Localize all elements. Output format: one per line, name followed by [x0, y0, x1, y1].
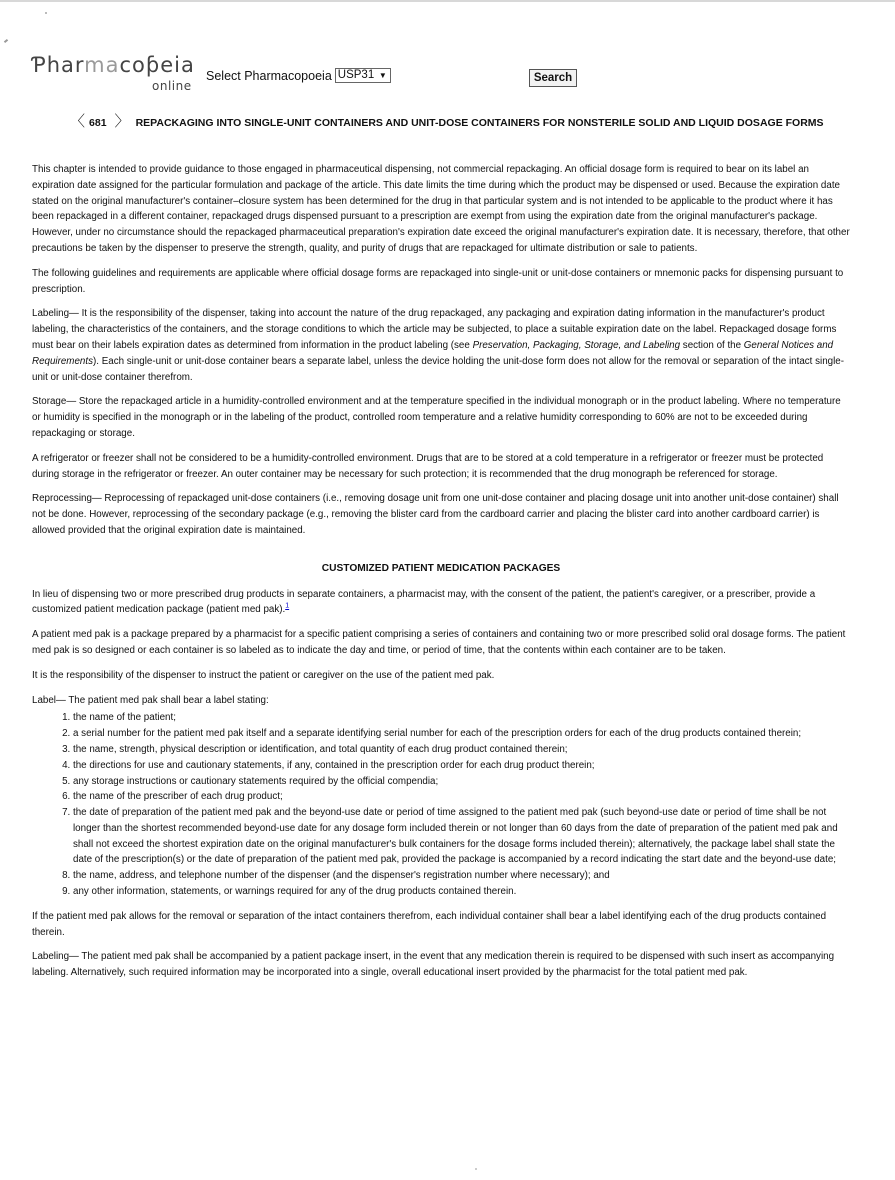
footnote-link[interactable]: 1: [285, 603, 290, 611]
document-body: [32, 162, 850, 990]
selected-value: USP31: [337, 69, 375, 81]
list-item: 2. a serial number for the patient med pak itself and a separate identifying serial number for each of the prescription orders for each of the drug products contained therein;: [73, 726, 850, 742]
list-item: 7. the date of preparation of the patient med pak and the beyond-use date or period of time assigned to the patient med pak (such beyond-use date or period of time shall be not longer than the shortest recommended beyond-use date for any dosage form included therein or not longer than 60 days from the date of preparation of the patient med pak and shall not exceed the shortest expiration date on the original manufacturer's bulk containers for the dosage forms included therein); alternatively, the package label shall state the date of the prescription(s) or the date of preparation of the patient med pak, provided the package is accompanied by a record indicating the start date and the beyond-use date;: [73, 805, 850, 868]
paragraph-med-pak-intro: In lieu of dispensing two or more prescribed drug products in separate containers, a pharmacist may, with the consent of the patient, the patient's caregiver, or a prescriber, provide a customized patient medication package (patient med pak).$^1$: [32, 588, 816, 616]
logo-wordmark: Ƥharmacoƥeia: [32, 53, 195, 77]
list-item: 5. any storage instructions or cautionary statements required by the official compendia;: [73, 774, 850, 790]
paragraph-storage: Storage— Store the repackaged article in a humidity-controlled environment and at the temperature specified in the individual monograph or in the product labeling. Where no temperature or humidity is specified in the monograph or in the labeling of the product, controlled room temperature and a relative humidity corresponding to 60% are not to be exceeded during repackaging or storage.: [32, 396, 841, 439]
list-item: 3. the name, strength, physical description or identification, and total quantity of each drug product contained therein;: [73, 742, 850, 758]
list-item: 6. the name of the prescriber of each drug product;: [73, 789, 850, 805]
pharmacopoeia-selector: [206, 68, 391, 83]
paragraph-applicability: The following guidelines and requirements are applicable where official dosage forms are repackaged into single-unit or unit-dose containers or mnemonic packs for dispensing pursuant to prescription.: [32, 267, 844, 295]
chapter-title: [70, 110, 824, 131]
speck: [475, 1168, 477, 1170]
chevron-down-icon: ▼: [378, 71, 387, 80]
label-requirements-list: [32, 710, 850, 900]
paragraph-med-pak-definition: A patient med pak is a package prepared by a pharmacist for a specific patient comprising a series of containers and containing two or more prescribed solid oral dosage forms. The patient med pak is so designed or each container is so labeled as to indicate the day and time, or period of time, that the contents within each container are to be taken.: [32, 629, 846, 656]
chapter-heading: REPACKAGING INTO SINGLE-UNIT CONTAINERS AND UNIT-DOSE CONTAINERS FOR NONSTERILE SOLID AND LIQUID DOSAGE FORMS: [135, 117, 824, 129]
paragraph-labeling-insert: Labeling— The patient med pak shall be accompanied by a patient package insert, in the event that any medication therein is required to be dispensed with such insert as accompanying labeling. Alternatively, such required information may be incorporated into a single, overall educational insert provided by the pharmacist for the total patient med pak.: [32, 951, 835, 979]
logo-subtitle: online: [152, 79, 192, 93]
angle-close: 〉: [114, 113, 130, 130]
paragraph-refrigerator: A refrigerator or freezer shall not be considered to be a humidity-controlled environment. Drugs that are to be stored at a cold temperature in a refrigerator or freezer must be protected during storage in the refrigerator or freezer. An outer container may be necessary for such protection; it is recommended that the drug monograph be referenced for storage.: [32, 452, 824, 480]
paragraph-separation: If the patient med pak allows for the removal or separation of the intact containers therefrom, each individual container shall bear a label identifying each of the drug products contained therein.: [32, 910, 827, 938]
pharmacopeia-logo[interactable]: [32, 53, 197, 95]
pharmacopoeia-select[interactable]: [335, 68, 391, 83]
paragraph-dispenser-responsibility: It is the responsibility of the dispenser to instruct the patient or caregiver on the use of the patient med pak.: [32, 669, 495, 681]
speck: [4, 39, 8, 43]
search-button[interactable]: Search: [529, 69, 577, 87]
chapter-number: 681: [89, 117, 107, 129]
speck: [45, 12, 47, 14]
angle-open: 〈: [70, 113, 86, 130]
selector-label: Select Pharmacopoeia: [206, 68, 332, 83]
paragraph-labeling: Labeling— It is the responsibility of the dispenser, taking into account the nature of the drug repackaged, any packaging and expiration dating information in the manufacturer's product labeling, the characteristics of the containers, and the storage conditions to which the article may be subjected, to place a suitable expiration date on the label. Repackaged dosage forms must bear on their labels expiration dates as determined from information in the product labeling (see Preservation, Packaging, Storage, and Labeling section of the General Notices and Requirements). Each single-unit or unit-dose container bears a separate label, unless the device holding the unit-dose form does not allow for the removal or separation of the intact single-unit or unit-dose container therefrom.: [32, 308, 844, 383]
list-item: 1. the name of the patient;: [73, 710, 850, 726]
list-item: 8. the name, address, and telephone number of the dispenser (and the dispenser's registration number where necessary); and: [73, 868, 850, 884]
section-heading: CUSTOMIZED PATIENT MEDICATION PACKAGES: [321, 562, 561, 574]
list-item: 4. the directions for use and cautionary statements, if any, contained in the prescription order for each drug product therein;: [73, 758, 850, 774]
list-item: 9. any other information, statements, or warnings required for any of the drug products contained therein.: [73, 884, 850, 900]
paragraph-intro: This chapter is intended to provide guidance to those engaged in pharmaceutical dispensing, not commercial repackaging. An official dosage form is required to bear on its label an expiration date assigned for the particular formulation and package of the article. This date limits the time during which the product may be dispensed or used. Because the expiration date stated on the original manufacturer's container–closure system has been determined for the drug in that particular system and is not intended to be applicable to the product where it has been repackaged in a different container, repackaged drugs dispensed pursuant to a prescription are exempt from using the expiration date from the original manufacturer's package. However, under no circumstance should the repackaged pharmaceutical preparation's expiration date exceed the original manufacturer's expiration date. It is necessary, therefore, that other precautions be taken by the dispenser to preserve the strength, quality, and purity of drugs that are repackaged for ultimate distribution or sale to patients.: [32, 164, 850, 254]
top-border: [0, 0, 895, 2]
paragraph-reprocessing: Reprocessing— Reprocessing of repackaged unit-dose containers (i.e., removing dosage unit from one unit-dose container and placing dosage unit into another unit-dose container) shall not be done. However, reprocessing of the secondary package (e.g., removing the blister card from the cardboard carrier and placing the blister card into another cardboard carrier) is allowed provided that the original expiration date is maintained.: [32, 493, 839, 536]
label-intro: Label— The patient med pak shall bear a label stating:: [32, 694, 269, 706]
